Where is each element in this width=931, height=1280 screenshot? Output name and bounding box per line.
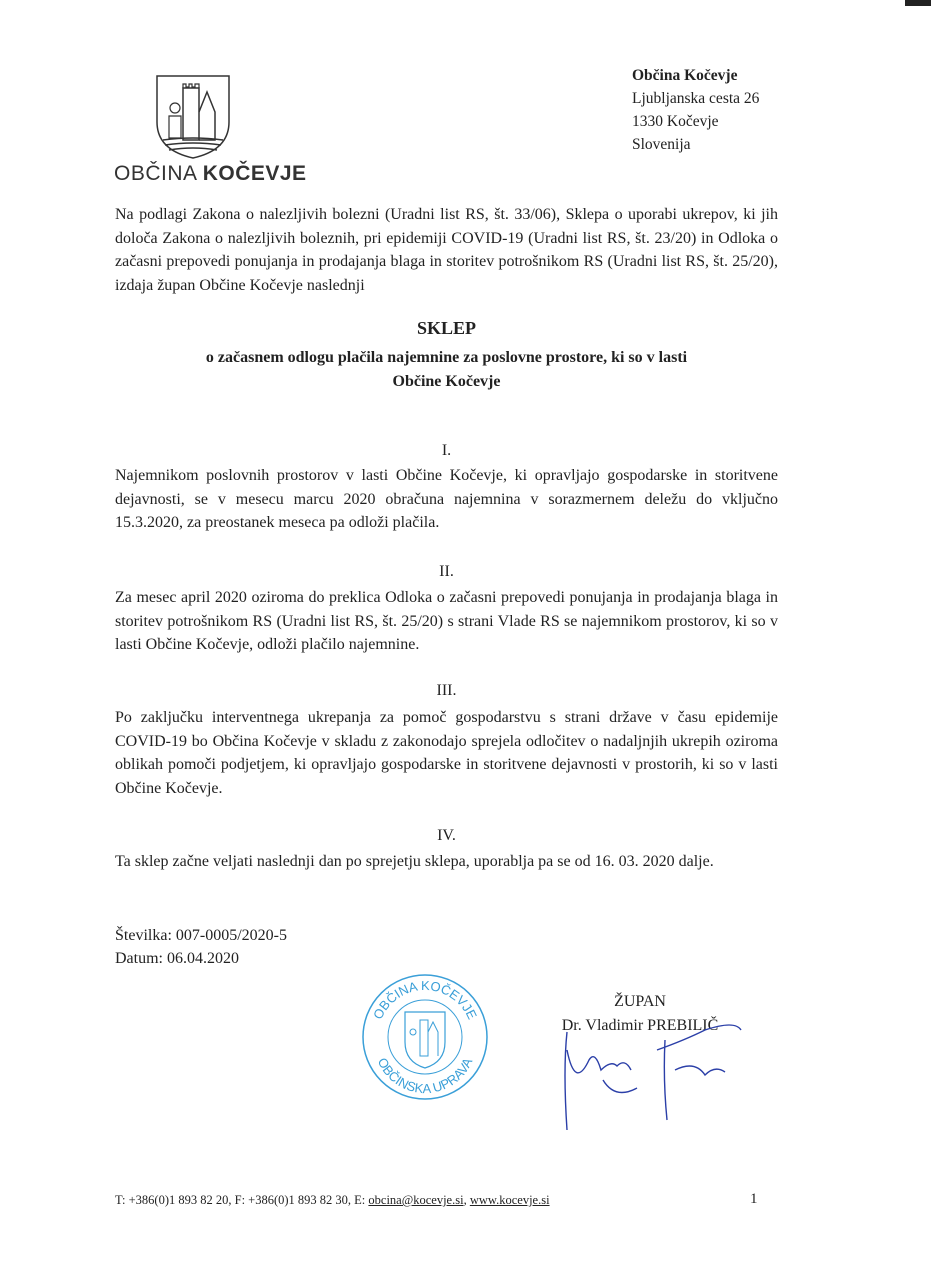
document-number: Številka: 007-0005/2020-5: [115, 927, 287, 944]
article-number: II.: [439, 563, 454, 580]
intro-paragraph: Na podlagi Zakona o nalezljivih bolezni (Uradni list RS, št. 33/06), Sklepa o uporabi ukrepov, ki jih določa Zakona o nalezljivih boleznih, pri epidemiji COVID-19 (Uradni list RS, št. 23/20) in Odloka o začasni prepovedi ponujanja in prodajanja blaga in storitev potrošnikom RS (Uradni list RS, št. 25/20), izdaja župan Občine Kočevje naslednji: [115, 206, 778, 294]
article-text: Po zaključku interventnega ukrepanja za pomoč gospodarstvu s strani države v času epidemije COVID-19 bo Občina Kočevje v skladu z zakonodajo sprejela odločitev o nadaljnjih ukrepih oziroma oblikah pomoči podjetjem, ki opravljajo gospodarske in storitvene dejavnosti v prostorih, ki so v lasti Občine Kočevje.: [115, 709, 778, 797]
official-stamp: [360, 972, 490, 1102]
page-number: 1: [750, 1191, 758, 1207]
logo-text: OBČINA KOČEVJE: [114, 162, 307, 185]
coat-of-arms-logo: [153, 72, 233, 160]
email-link[interactable]: obcina@kocevje.si: [368, 1193, 464, 1207]
address-country: Slovenija: [632, 136, 691, 153]
article-text: Najemnikom poslovnih prostorov v lasti Občine Kočevje, ki opravljajo gospodarske in storitvene dejavnosti, se v mesecu marcu 2020 obračuna najemnina v sorazmernem deležu do vključno 15.3.2020, za preostanek meseca pa odloži plačila.: [115, 467, 778, 531]
article-number: IV.: [437, 827, 456, 844]
document-meta: [115, 924, 287, 970]
document-date: Datum: 06.04.2020: [115, 950, 239, 967]
svg-text:OBČINSKA UPRAVA: OBČINSKA UPRAVA: [374, 1055, 476, 1097]
article-text: Za mesec april 2020 oziroma do preklica Odloka o začasni prepovedi ponujanja in prodajanja blaga in storitev potrošnikom RS (Uradni list RS, št. 25/20) s strani Vlade RS se najemnikom prostorov, ki so v lasti Občine Kočevje, odloži plačilo najemnine.: [115, 589, 778, 653]
sender-address: [632, 64, 759, 156]
svg-text:OBČINA KOČEVJE: OBČINA KOČEVJE: [370, 977, 480, 1022]
signatory-name: Dr. Vladimir PREBILIČ: [561, 1017, 719, 1034]
address-name: Občina Kočevje: [632, 67, 738, 84]
article-text: Ta sklep začne veljati naslednji dan po sprejetju sklepa, uporablja pa se od 16. 03. 2020 dalje.: [115, 853, 714, 870]
article-number: I.: [441, 442, 452, 459]
signatory-role: ŽUPAN: [614, 993, 666, 1010]
document-title: SKLEP: [416, 318, 477, 338]
footer-contact: T: +386(0)1 893 82 20, F: +386(0)1 893 82 30, E: obcina@kocevje.si, www.kocevje.si: [115, 1193, 550, 1207]
scan-edge: [905, 0, 931, 6]
website-link[interactable]: www.kocevje.si: [469, 1193, 550, 1207]
handwritten-signature: [545, 1020, 745, 1135]
address-city: 1330 Kočevje: [632, 113, 719, 130]
document-subtitle: o začasnem odlogu plačila najemnine za poslovne prostore, ki so v lasti Občine Kočevje: [205, 349, 688, 390]
article-number: III.: [436, 682, 457, 699]
address-street: Ljubljanska cesta 26: [632, 90, 760, 107]
